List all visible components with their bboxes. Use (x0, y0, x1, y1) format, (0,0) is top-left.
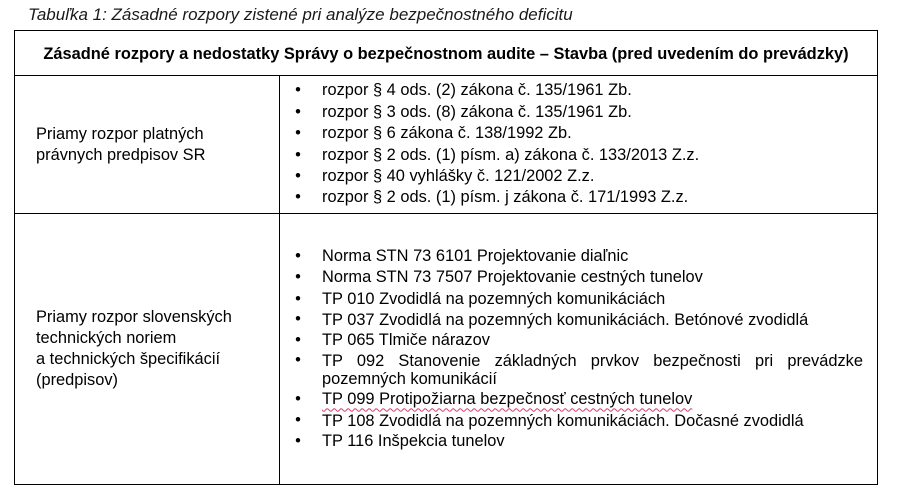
row-label-line: Priamy rozpor slovenských (36, 308, 232, 326)
list-item-text: rozpor § 2 ods. (1) písm. j zákona č. 171/1993 Z.z. (322, 188, 689, 207)
row-label (15, 76, 280, 214)
list-item-text: TP 092 Stanovenie základných prvkov bezpečnosti pri prevádzke pozemných komunikácií (322, 352, 863, 389)
list-item-text: rozpor § 6 zákona č. 138/1992 Zb. (322, 124, 572, 143)
bullet-icon: • (295, 246, 301, 265)
bullet-icon: • (295, 145, 301, 164)
list-item (280, 431, 863, 452)
list-item-text: TP 037 Zvodidlá na pozemných komunikáciách. Betónové zvodidlá (322, 311, 809, 329)
list-item (280, 310, 863, 330)
row-label-line: právnych predpisov SR (36, 145, 206, 164)
legal-violations-list (280, 79, 877, 209)
table-header-row (15, 31, 878, 76)
list-item (280, 351, 863, 389)
list-item (280, 80, 863, 101)
list-item (280, 145, 863, 166)
row-items (280, 76, 878, 214)
bullet-icon: • (295, 431, 301, 450)
list-item-text: rozpor § 4 ods. (2) zákona č. 135/1961 Zb. (322, 81, 632, 100)
list-item-text: TP 099 Protipožiarna bezpečnosť cestných tunelov (322, 390, 693, 409)
technical-standards-list (280, 245, 877, 453)
list-item-text: rozpor § 40 vyhlášky č. 121/2002 Z.z. (322, 166, 595, 185)
row-label-line: technických noriem (36, 329, 177, 347)
table-row (15, 214, 878, 485)
list-item-text: TP 116 Inšpekcia tunelov (322, 431, 505, 450)
list-item-text: TP 010 Zvodidlá na pozemných komunikáciách (322, 289, 666, 308)
bullet-icon: • (295, 289, 301, 308)
bullet-icon: • (295, 310, 301, 328)
list-item-text: TP 065 Tlmiče nárazov (322, 331, 490, 349)
list-item (280, 267, 863, 288)
row-label-line: (predpisov) (36, 371, 118, 389)
list-item-text: rozpor § 2 ods. (1) písm. a) zákona č. 133/2013 Z.z. (322, 145, 700, 164)
bullet-icon: • (295, 124, 301, 143)
table-row (15, 76, 878, 214)
bullet-icon: • (295, 102, 301, 121)
row-label (15, 214, 280, 485)
bullet-icon: • (295, 331, 301, 349)
list-item (280, 330, 863, 351)
list-item (280, 102, 863, 123)
list-item (280, 187, 863, 208)
list-item-text: Norma STN 73 6101 Projektovanie diaľnic (322, 246, 629, 265)
table-caption: Tabuľka 1: Zásadné rozpory zistené pri analýze bezpečnostného deficitu (28, 5, 573, 24)
table-header: Zásadné rozpory a nedostatky Správy o bezpečnostnom audite – Stavba (pred uvedením do prevádzky) (15, 31, 878, 76)
bullet-icon: • (295, 410, 301, 429)
findings-table (14, 30, 878, 485)
list-item (280, 246, 863, 267)
bullet-icon: • (295, 188, 301, 207)
list-item (280, 123, 863, 144)
bullet-icon: • (295, 351, 301, 370)
list-item-text: rozpor § 3 ods. (8) zákona č. 135/1961 Zb. (322, 102, 632, 121)
list-item-text: TP 108 Zvodidlá na pozemných komunikáciách. Dočasné zvodidlá (322, 411, 804, 430)
row-items (280, 214, 878, 485)
list-item (280, 289, 863, 310)
row-label-line: a technických špecifikácií (36, 350, 221, 368)
list-item (280, 389, 863, 410)
list-item-text: Norma STN 73 7507 Projektovanie cestných tunelov (322, 268, 703, 287)
row-label-line: Priamy rozpor platných (36, 124, 204, 143)
list-item (280, 166, 863, 187)
bullet-icon: • (295, 166, 301, 185)
list-item (280, 411, 863, 431)
bullet-icon: • (295, 390, 301, 409)
bullet-icon: • (295, 81, 301, 100)
bullet-icon: • (295, 268, 301, 287)
